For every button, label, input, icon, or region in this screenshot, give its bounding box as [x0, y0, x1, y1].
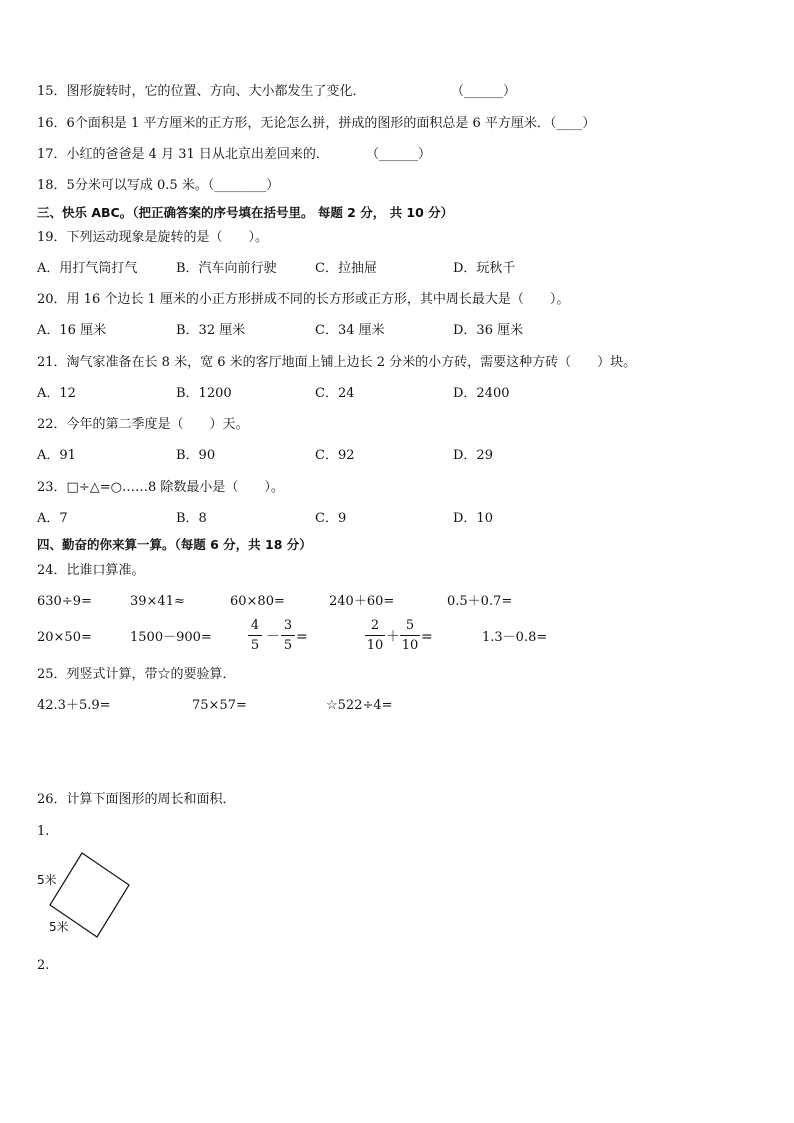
q25-calc-1: 42.3＋5.9= [37, 698, 111, 713]
question-15: 15．图形旋转时，它的位置、方向、大小都发生了变化． [37, 84, 366, 99]
fraction-5-10 [400, 618, 420, 653]
q24-calc-6: 20×50= [37, 630, 92, 645]
q22-option-d[interactable]: D．29 [453, 448, 493, 463]
question-18: 18．5分米可以写成 0.5 米。（________） [37, 178, 280, 193]
answer-blank-17[interactable]: （______） [366, 147, 432, 162]
q20-option-a[interactable]: A．16 厘米 [37, 323, 107, 338]
equals-sign: = [421, 629, 433, 645]
q24-calc-3: 60×80= [230, 594, 285, 609]
fraction-bar [365, 635, 385, 636]
question-16: 16．6个面积是 1 平方厘米的正方形，无论怎么拼，拼成的图形的面积总是 6 平方厘米．（____） [37, 116, 596, 131]
question-20: 20．用 16 个边长 1 厘米的小正方形拼成不同的长方形或正方形，其中周长最大是（ ）。 [37, 292, 570, 307]
q22-option-a[interactable]: A．91 [37, 448, 76, 463]
fraction-bar [400, 635, 420, 636]
question-23: 23．□÷△=○……8 除数最小是（ ）。 [37, 480, 284, 495]
numerator: 4 [250, 618, 260, 633]
answer-blank-15[interactable]: （______） [451, 84, 517, 99]
q25-calc-2: 75×57= [192, 698, 247, 713]
q20-option-d[interactable]: D．36 厘米 [453, 323, 524, 338]
section-4-title: 四、勤奋的你来算一算。（每题 6 分，共 18 分） [37, 537, 312, 552]
sub-item-2: 2. [37, 958, 50, 973]
sub-item-1: 1. [37, 824, 50, 839]
q19-option-d[interactable]: D．玩秋千 [453, 261, 516, 276]
q20-option-c[interactable]: C．34 厘米 [315, 323, 385, 338]
denominator: 5 [250, 638, 260, 653]
fraction-4-5 [248, 618, 262, 653]
side-label-bottom: 5米 [49, 920, 69, 934]
fraction-bar [248, 635, 262, 636]
q21-option-d[interactable]: D．2400 [453, 386, 510, 401]
q19-option-a[interactable]: A．用打气筒打气 [37, 261, 138, 276]
numerator: 2 [370, 618, 380, 633]
q25-calc-3: ☆522÷4= [326, 698, 393, 713]
q23-option-a[interactable]: A．7 [37, 511, 68, 526]
q19-option-c[interactable]: C．拉抽屉 [315, 261, 377, 276]
q22-option-b[interactable]: B．90 [176, 448, 216, 463]
fraction-bar [281, 635, 295, 636]
numerator: 3 [283, 618, 293, 633]
question-24: 24．比谁口算准。 [37, 563, 145, 578]
question-26: 26．计算下面图形的周长和面积． [37, 792, 236, 807]
denominator: 5 [283, 638, 293, 653]
minus-sign: － [266, 629, 280, 645]
question-19: 19．下列运动现象是旋转的是（ ）。 [37, 230, 269, 245]
numerator: 5 [405, 618, 415, 633]
q21-option-a[interactable]: A．12 [37, 386, 76, 401]
question-25: 25．列竖式计算，带☆的要验算． [37, 667, 236, 682]
q24-calc-10: 1.3－0.8= [482, 630, 548, 645]
q24-calc-4: 240＋60= [329, 594, 395, 609]
section-3-title: 三、快乐 ABC。（把正确答案的序号填在括号里。 每题 2 分， 共 10 分） [37, 205, 454, 220]
q21-option-c[interactable]: C．24 [315, 386, 355, 401]
q22-option-c[interactable]: C．92 [315, 448, 355, 463]
q20-option-b[interactable]: B．32 厘米 [176, 323, 246, 338]
question-17: 17．小红的爸爸是 4 月 31 日从北京出差回来的． [37, 147, 329, 162]
question-22: 22．今年的第二季度是（ ）天。 [37, 417, 249, 432]
plus-sign: ＋ [386, 629, 400, 645]
fraction-3-5 [281, 618, 295, 653]
q24-calc-1: 630÷9= [37, 594, 92, 609]
side-label-top: 5米 [37, 873, 57, 887]
q23-option-b[interactable]: B．8 [176, 511, 207, 526]
q24-calc-2: 39×41≈ [130, 594, 185, 609]
q24-calc-7: 1500－900= [130, 630, 212, 645]
equals-sign: = [296, 629, 308, 645]
fraction-2-10 [365, 618, 385, 653]
q23-option-d[interactable]: D．10 [453, 511, 493, 526]
question-21: 21．淘气家准备在长 8 米，宽 6 米的客厅地面上铺上边长 2 分米的小方砖，需要这种方砖（ ）块。 [37, 355, 637, 370]
q21-option-b[interactable]: B．1200 [176, 386, 232, 401]
q24-calc-5: 0.5＋0.7= [447, 594, 513, 609]
denominator: 10 [401, 638, 419, 653]
square-figure [30, 848, 140, 948]
q23-option-c[interactable]: C．9 [315, 511, 347, 526]
q19-option-b[interactable]: B．汽车向前行驶 [176, 261, 277, 276]
denominator: 10 [366, 638, 384, 653]
